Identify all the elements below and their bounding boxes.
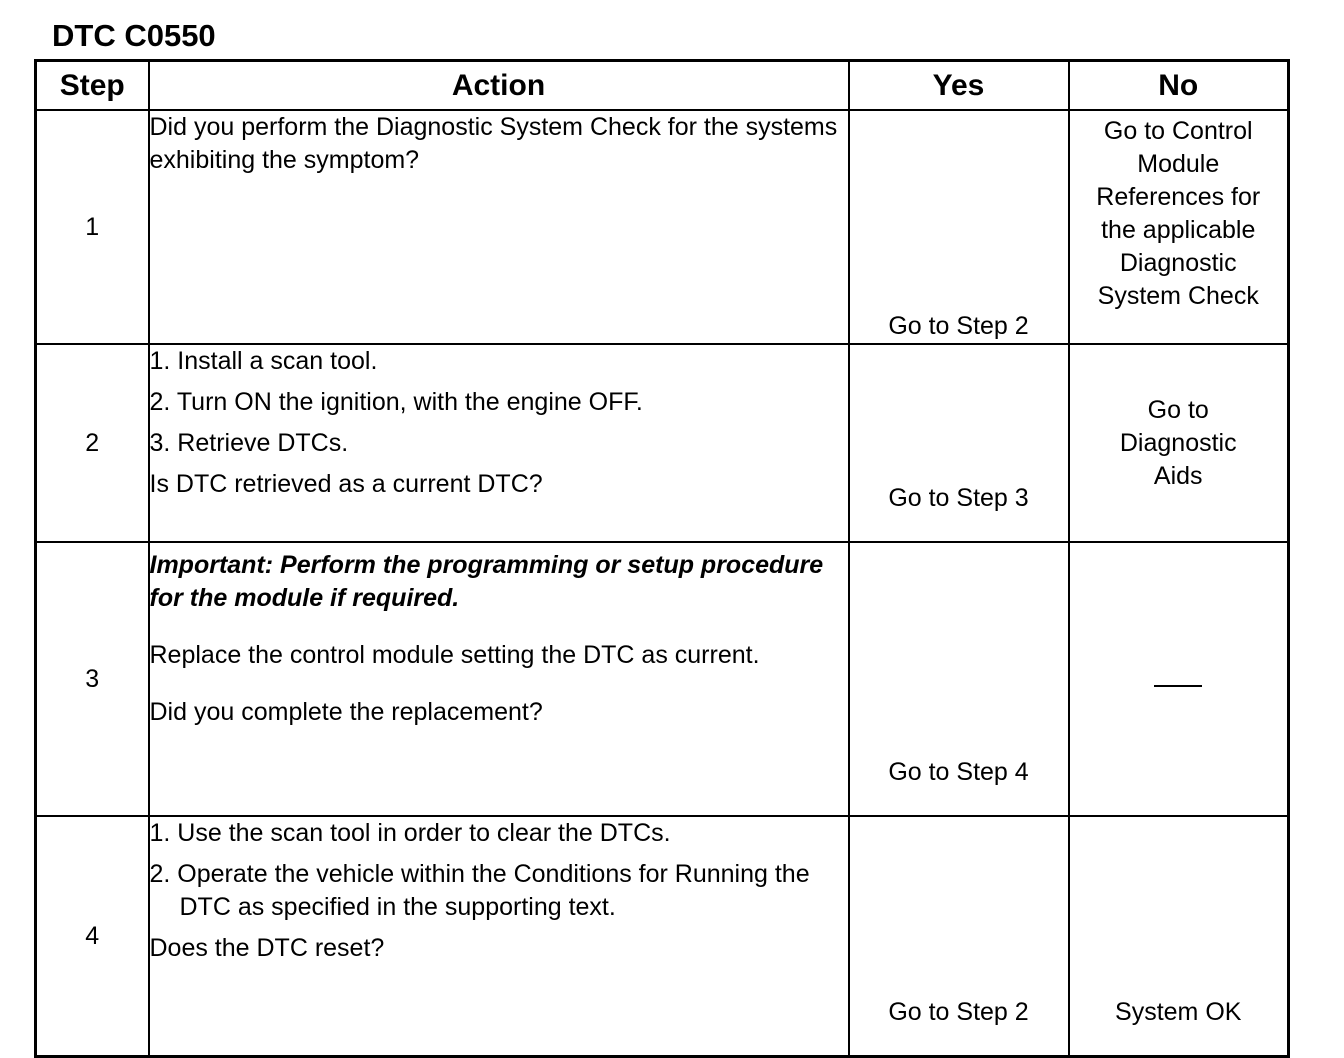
- yes-cell: Go to Step 3: [849, 344, 1069, 542]
- action-question: Does the DTC reset?: [149, 934, 385, 962]
- no-text-line: Diagnostic: [1119, 249, 1237, 277]
- no-text-line: Module: [1137, 150, 1220, 178]
- action-list-item: 1. Use the scan tool in order to clear the DTCs.: [149, 819, 671, 847]
- no-text-line: Go to Control: [1103, 117, 1253, 145]
- table-header-row: [36, 61, 1289, 111]
- no-cell: [1069, 542, 1289, 816]
- no-text-line: System Check: [1097, 282, 1259, 310]
- no-text-line: the applicable: [1101, 216, 1256, 244]
- no-cell: System OK: [1069, 816, 1289, 1057]
- no-text-line: Diagnostic: [1119, 428, 1237, 457]
- table-row: [36, 344, 1289, 542]
- action-cell: [149, 542, 849, 816]
- table-row: [36, 110, 1289, 344]
- no-cell: [1069, 110, 1289, 344]
- action-list-item: 3. Retrieve DTCs.: [149, 429, 349, 457]
- step-number: 3: [36, 542, 149, 816]
- action-cell: [149, 110, 849, 344]
- important-note: Important: Perform the programming or setup procedure for the module if required.: [149, 551, 824, 612]
- diagnostic-table: [34, 59, 1290, 1058]
- action-question: Did you perform the Diagnostic System Check for the systems exhibiting the symptom?: [149, 113, 838, 174]
- table-row: [36, 542, 1289, 816]
- step-number: 4: [36, 816, 149, 1057]
- yes-cell: Go to Step 2: [849, 816, 1069, 1057]
- no-cell: [1069, 344, 1289, 542]
- yes-cell: Go to Step 4: [849, 542, 1069, 816]
- header-action: Action: [149, 61, 849, 111]
- action-list-item: 1. Install a scan tool.: [149, 347, 378, 375]
- page-title: DTC C0550: [52, 18, 216, 53]
- no-text-line: Aids: [1153, 461, 1203, 490]
- action-list-item: 2. Operate the vehicle within the Conditions for Running the DTC as specified in the supporting text.: [149, 860, 810, 921]
- action-question: Is DTC retrieved as a current DTC?: [149, 470, 543, 498]
- action-cell: [149, 816, 849, 1057]
- header-no: No: [1069, 61, 1289, 111]
- yes-cell: Go to Step 2: [849, 110, 1069, 344]
- table-row: [36, 816, 1289, 1057]
- no-action-dash: [1154, 685, 1202, 687]
- step-number: 2: [36, 344, 149, 542]
- no-text-line: References for: [1096, 183, 1261, 211]
- header-yes: Yes: [849, 61, 1069, 111]
- header-step: Step: [36, 61, 149, 111]
- step-number: 1: [36, 110, 149, 344]
- action-list-item: 2. Turn ON the ignition, with the engine OFF.: [149, 388, 643, 416]
- no-text-line: Go to: [1147, 395, 1209, 424]
- action-instruction: Replace the control module setting the DTC as current.: [149, 641, 760, 669]
- action-question: Did you complete the replacement?: [149, 698, 543, 726]
- action-cell: [149, 344, 849, 542]
